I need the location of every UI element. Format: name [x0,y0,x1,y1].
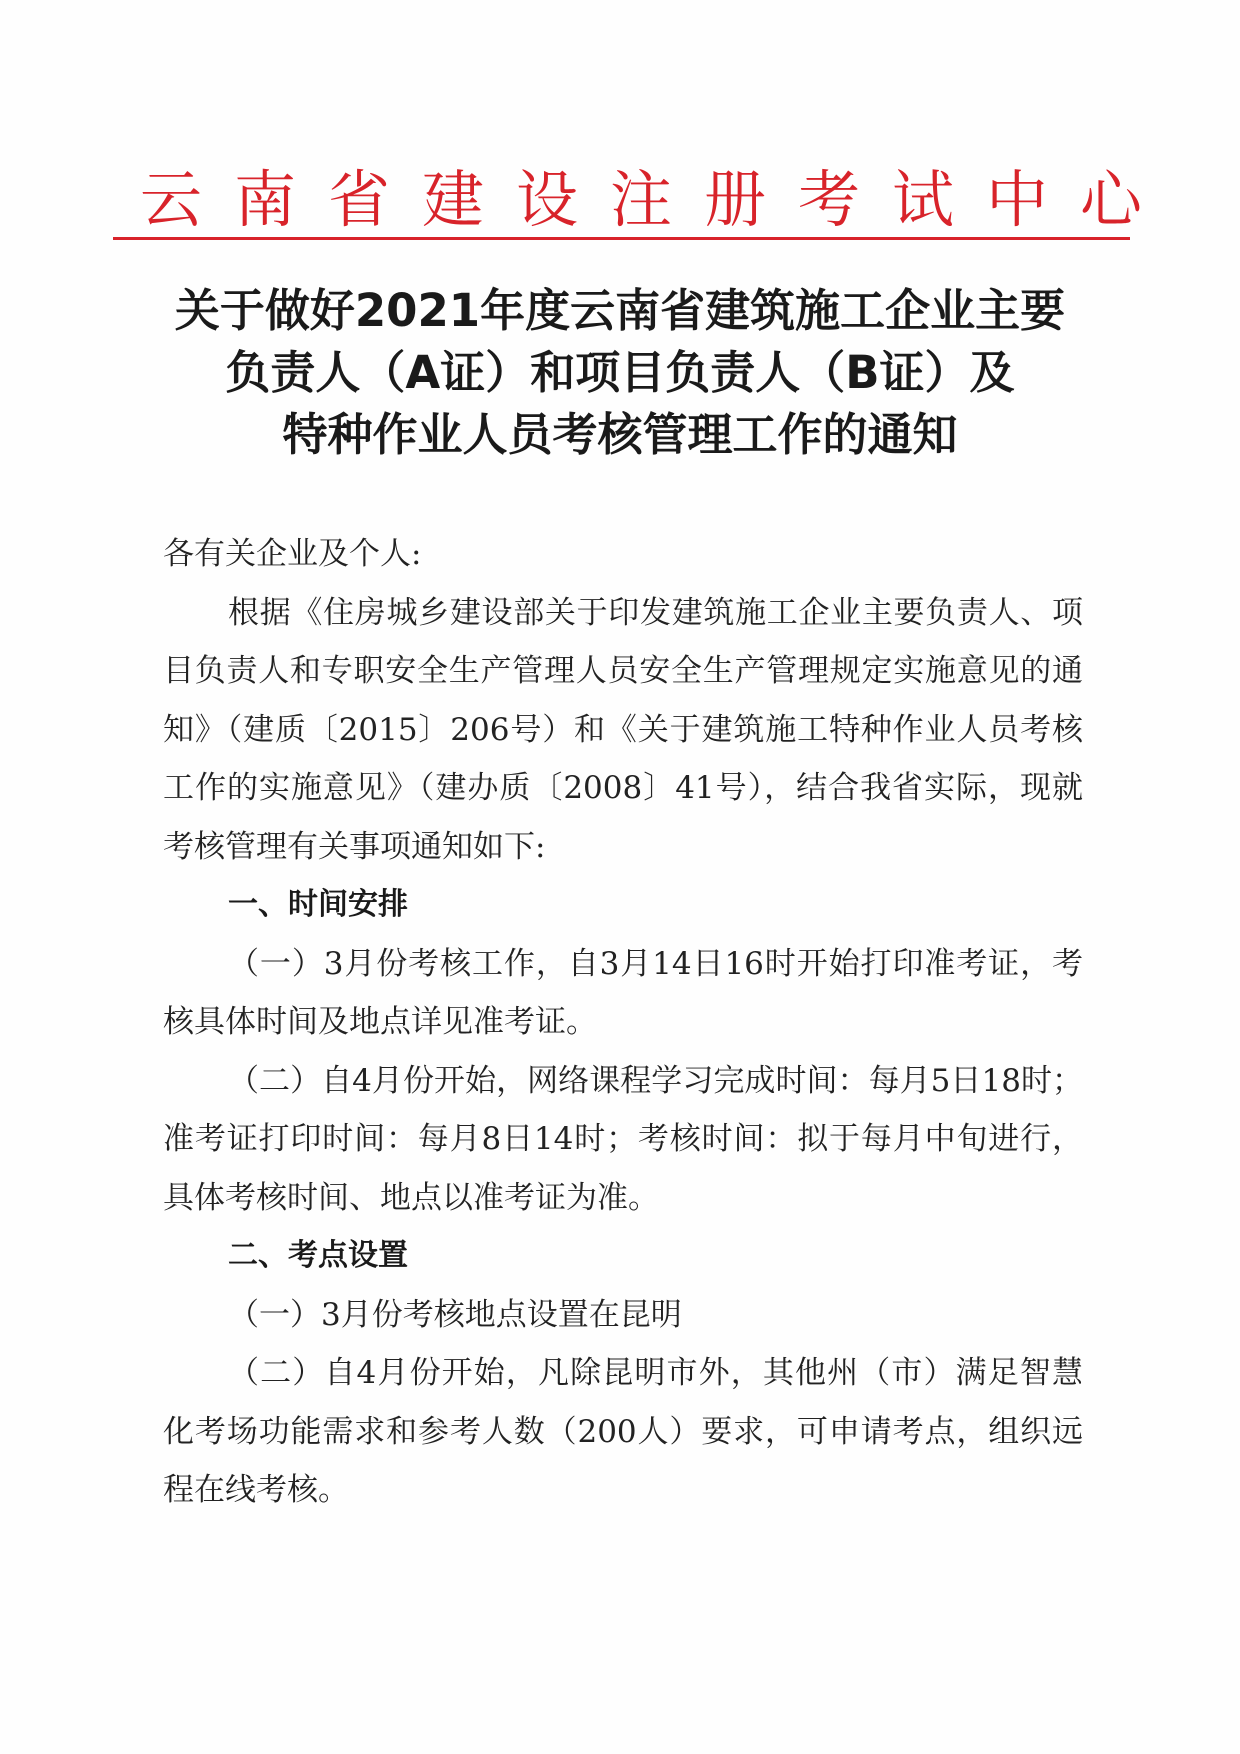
schedule-item-1: （一）3月份考核工作，自3月14日16时开始打印准考证，考核具体时间及地点详见准考证。 [163,945,1083,1040]
title-line-2: 负责人（A证）和项目负责人（B证）及 [225,346,1015,399]
document-body [163,525,1083,1520]
header-red-rule [113,237,1130,240]
section-heading-exam-sites: 二、考点设置 [228,1238,408,1273]
salutation: 各有关企业及个人: [163,536,422,572]
intro-paragraph: 根据《住房城乡建设部关于印发建筑施工企业主要负责人、项目负责人和专职安全生产管理人员安全生产管理规定实施意见的通知》（建质〔2015〕206号）和《关于建筑施工特种作业人员考核工作的实施意见》（建办质〔2008〕41号），结合我省实际，现就考核管理有关事项通知如下: [163,594,1083,865]
exam-site-item-2: （二）自4月份开始，凡除昆明市外，其他州（市）满足智慧化考场功能需求和参考人数（200人）要求，可申请考点，组织远程在线考核。 [163,1355,1083,1508]
schedule-item-2: （二）自4月份开始，网络课程学习完成时间：每月5日18时；准考证打印时间：每月8日14时；考核时间：拟于每月中旬进行，具体考核时间、地点以准考证为准。 [163,1062,1083,1216]
exam-site-item-1: （一）3月份考核地点设置在昆明 [228,1296,682,1333]
title-line-3: 特种作业人员考核管理工作的通知 [282,408,958,461]
title-line-1: 关于做好2021年度云南省建筑施工企业主要 [174,284,1066,337]
issuer-header: 云南省建设注册考试中心 [140,163,1175,236]
document-title [110,280,1130,466]
section-heading-schedule: 一、时间安排 [228,887,408,922]
